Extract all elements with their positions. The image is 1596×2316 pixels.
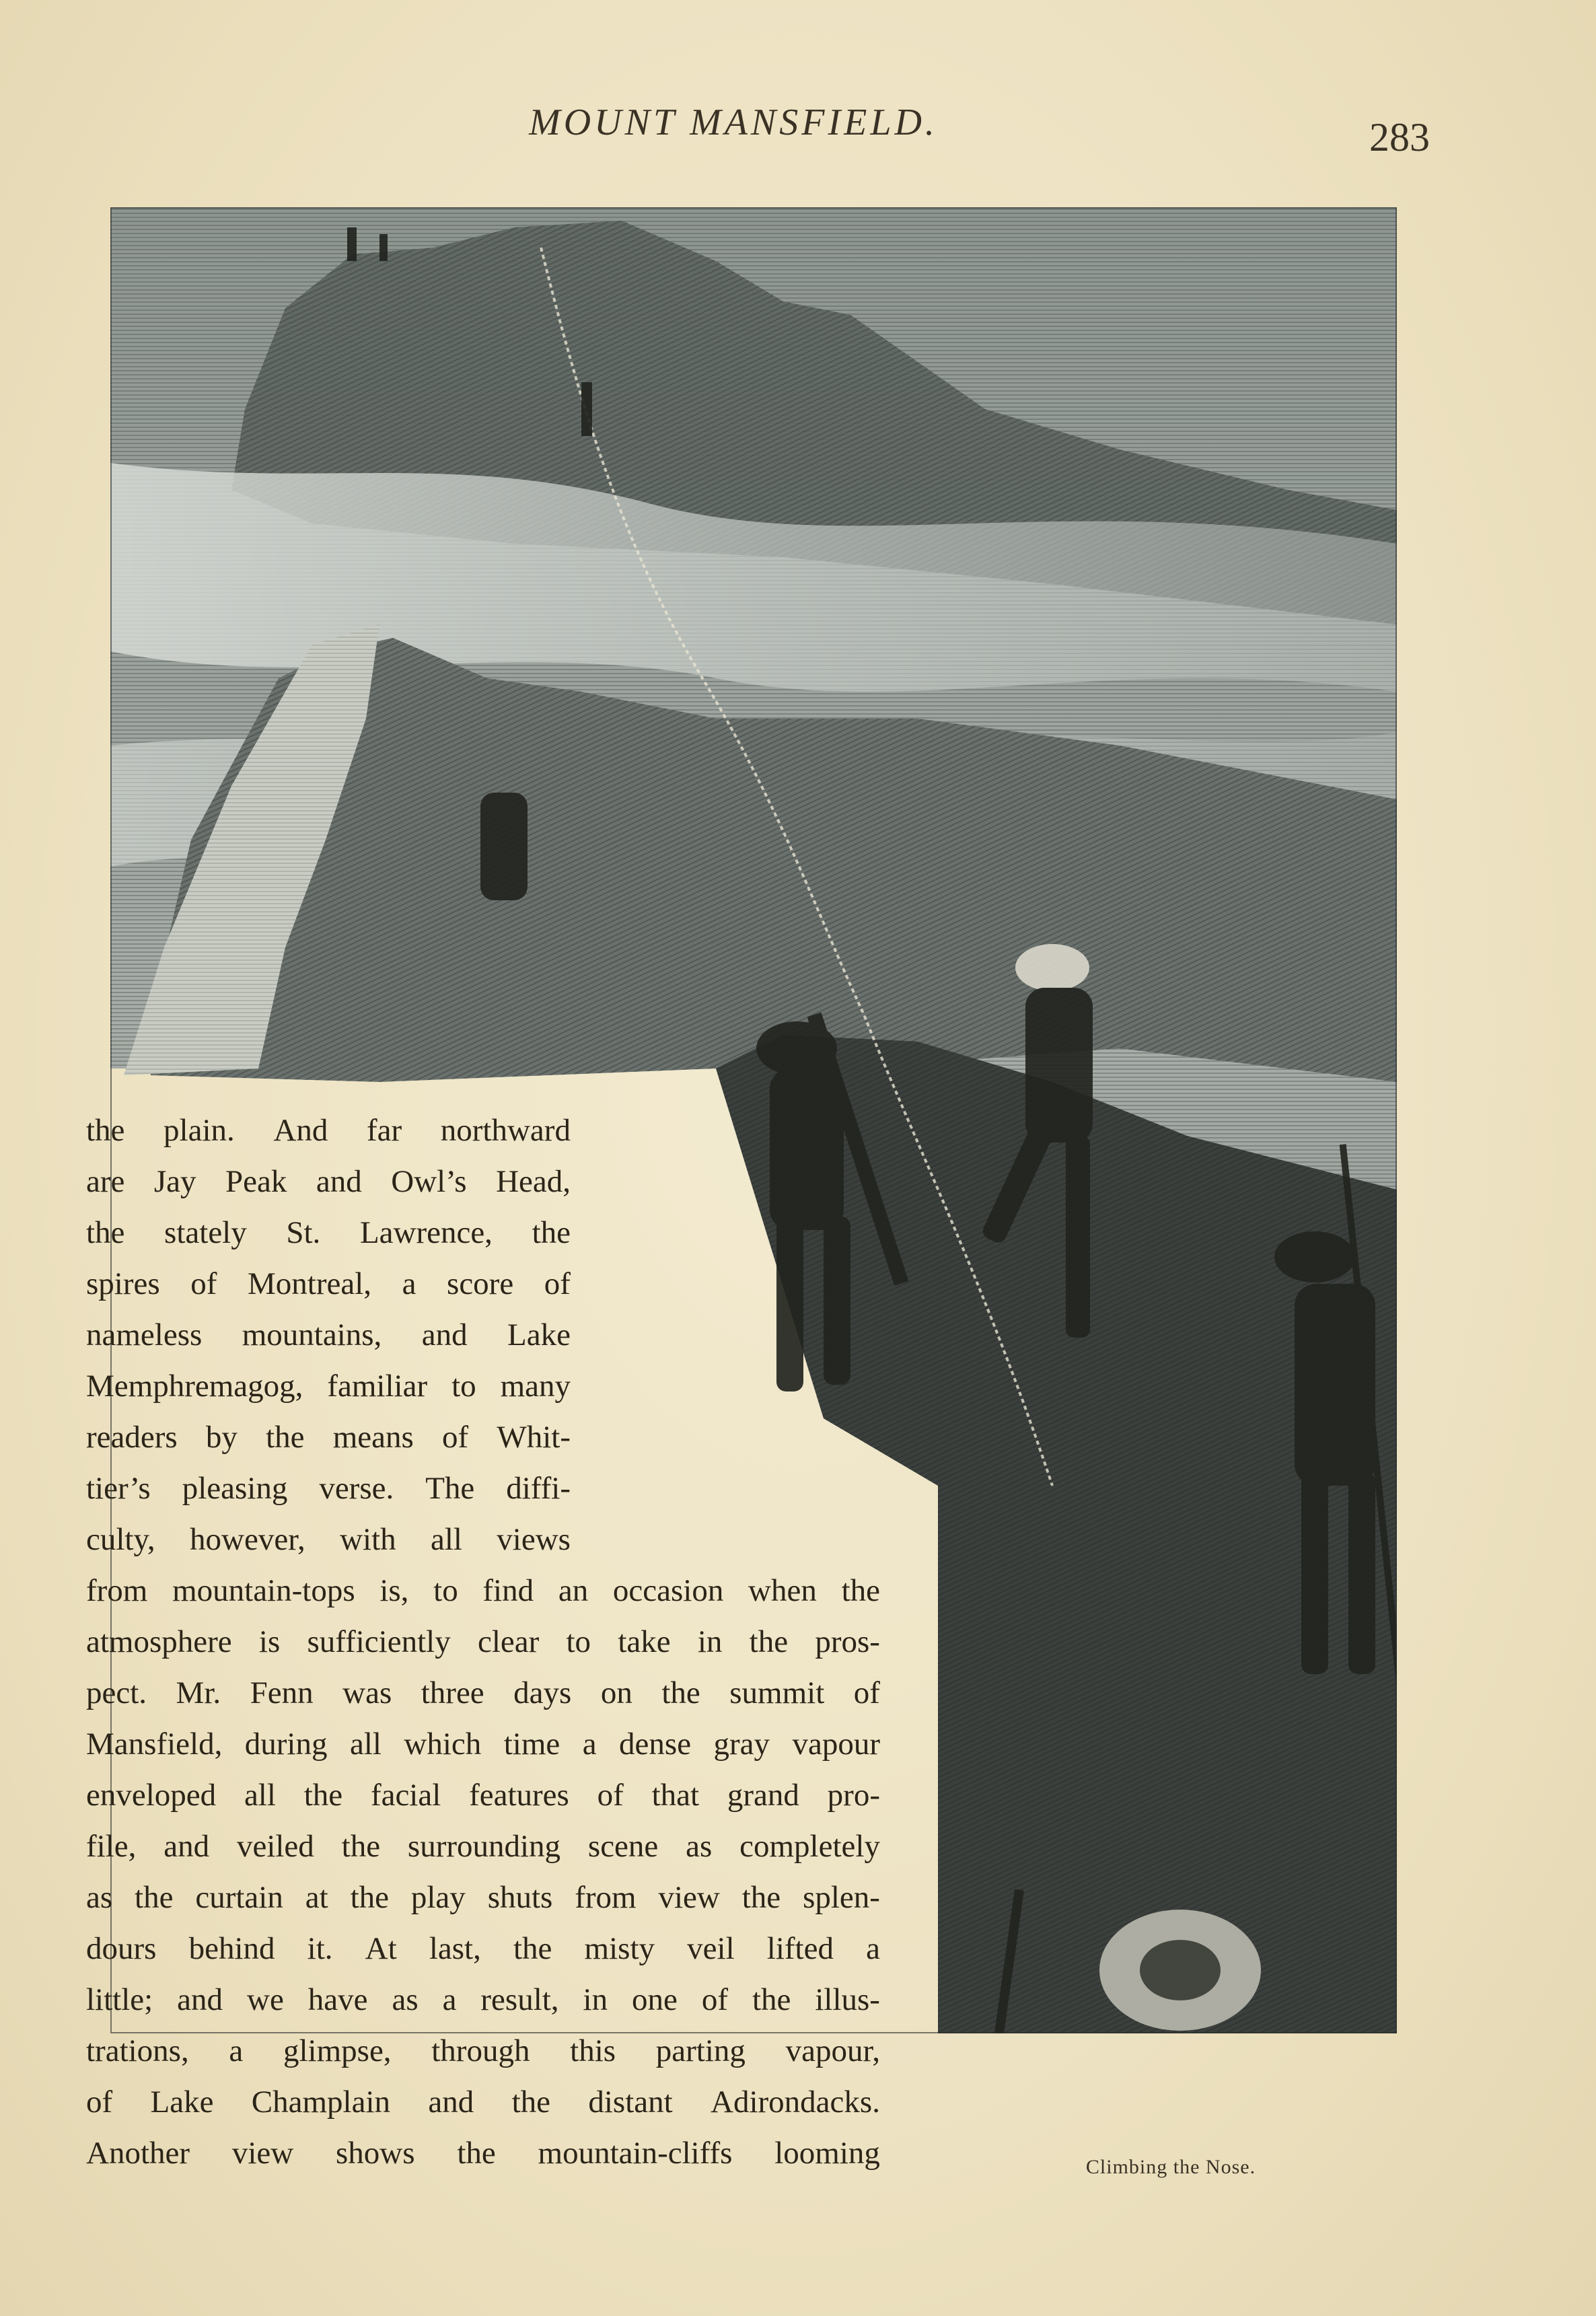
text-line: nameless mountains, and Lake <box>86 1317 571 1352</box>
text-line: file, and veiled the surrounding scene as completely <box>86 1829 880 1864</box>
text-line: Mansfield, during all which time a dense gray vapour <box>86 1727 880 1762</box>
text-line: of Lake Champlain and the distant Adirondacks. <box>86 2085 880 2120</box>
text-line: the plain. And far northward <box>86 1113 571 1148</box>
figure-caption: Climbing the Nose. <box>1085 2156 1256 2178</box>
text-line: from mountain-tops is, to find an occasion when the <box>86 1573 880 1608</box>
text-line: are Jay Peak and Owl’s Head, <box>86 1164 571 1199</box>
text-line: readers by the means of Whit- <box>86 1420 571 1455</box>
text-line: dours behind it. At last, the misty veil lifted a <box>86 1931 880 1966</box>
text-line: tier’s pleasing verse. The diffi- <box>86 1471 571 1506</box>
running-head: MOUNT MANSFIELD. <box>529 102 938 143</box>
text-line: atmosphere is sufficiently clear to take in the pros- <box>86 1624 880 1659</box>
text-line: Memphremagog, familiar to many <box>86 1369 571 1404</box>
text-line: enveloped all the facial features of that grand pro- <box>86 1778 880 1813</box>
text-line: pect. Mr. Fenn was three days on the summit of <box>86 1675 880 1710</box>
text-line: culty, however, with all views <box>86 1522 571 1557</box>
text-line: Another view shows the mountain-cliffs looming <box>86 2136 880 2171</box>
text-line: the stately St. Lawrence, the <box>86 1215 571 1250</box>
text-line: little; and we have as a result, in one of the illus- <box>86 1982 880 2017</box>
text-line: spires of Montreal, a score of <box>86 1266 571 1301</box>
page-number: 283 <box>1369 115 1430 159</box>
text-line: as the curtain at the play shuts from view the splen- <box>86 1880 880 1915</box>
text-line: trations, a glimpse, through this parting vapour, <box>86 2033 880 2068</box>
